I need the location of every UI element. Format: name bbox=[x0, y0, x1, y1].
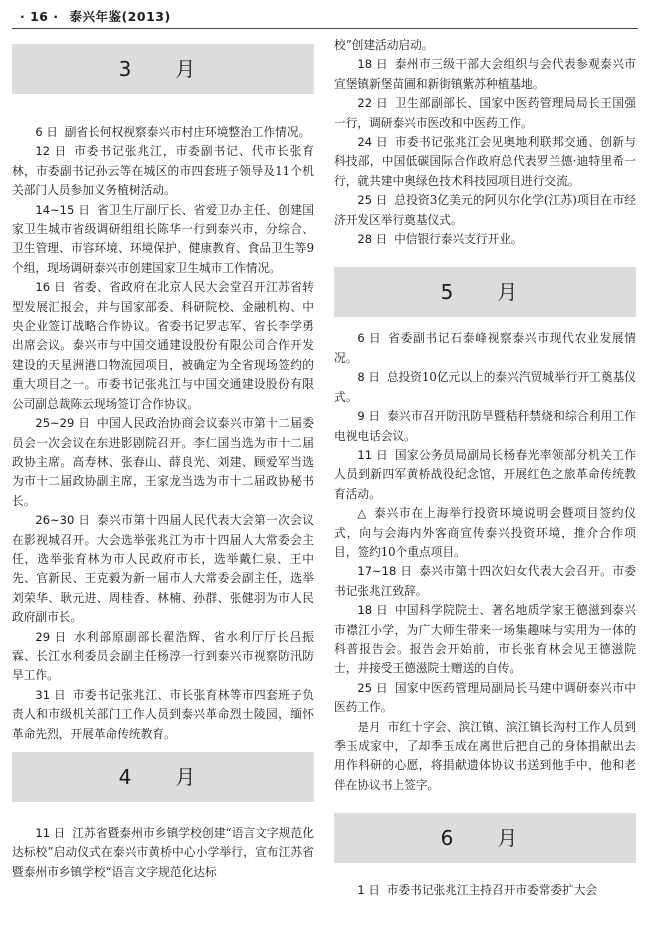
entry-text: 国家中医药管理局副局长马建中调研泰兴市中医药工作。 bbox=[334, 680, 636, 715]
left-column bbox=[12, 32, 314, 882]
chronicle-entry bbox=[334, 446, 636, 504]
chronicle-entry bbox=[334, 504, 636, 562]
chronicle-entry bbox=[334, 601, 636, 679]
march-entries bbox=[12, 123, 314, 744]
april-entries bbox=[12, 824, 314, 882]
entry-text: 省委副书记石泰峰视察泰兴市现代农业发展情况。 bbox=[334, 331, 636, 365]
month-heading-april bbox=[12, 752, 314, 802]
entry-text: 卫生部副部长、国家中医药管理局局长王国强一行，调研泰兴市医改和中医药工作。 bbox=[334, 96, 636, 130]
entry-date: 1 日 bbox=[357, 883, 380, 898]
entry-date: 17~18 日 bbox=[357, 564, 413, 579]
entry-date: 22 日 bbox=[357, 96, 388, 111]
chronicle-entry bbox=[334, 718, 636, 796]
chronicle-entry bbox=[12, 278, 314, 414]
entry-date: 6 日 bbox=[35, 125, 58, 139]
month-title: 5 月 bbox=[440, 280, 530, 305]
entry-date: 31 日 bbox=[35, 687, 66, 702]
chronicle-entry bbox=[12, 142, 314, 200]
month-title: 4 月 bbox=[118, 765, 208, 789]
entry-text: 泰州市三级干部大会组织与会代表参观泰兴市宣堡镇新堡苗圃和新街镇紫苏种植基地。 bbox=[334, 57, 636, 91]
entry-date: 6 日 bbox=[357, 331, 382, 346]
chronicle-entry bbox=[12, 414, 314, 511]
chronicle-entry bbox=[334, 407, 636, 446]
month-heading-june bbox=[334, 813, 636, 863]
entry-text: 总投资3亿美元的阿贝尔化学(江苏)项目在市经济开发区举行奠基仪式。 bbox=[334, 193, 636, 227]
chronicle-entry bbox=[334, 191, 636, 230]
entry-date: 25~29 日 bbox=[35, 416, 91, 431]
chronicle-entry bbox=[12, 511, 314, 627]
chronicle-entry bbox=[334, 562, 636, 601]
entry-text: 省卫生厅副厅长、省爱卫办主任、创建国家卫生城市省级调研组组长陈华一行到泰兴市，分综合、卫生管理、市容环境、环境保护、健康教育、食品卫生等9个组，现场调研泰兴市创建国家卫生城市工作情况。 bbox=[12, 202, 314, 275]
page-header bbox=[0, 0, 650, 30]
entry-text: 总投资10亿元以上的泰兴汽贸城举行开工奠基仪式。 bbox=[334, 370, 636, 404]
entry-date: 9 日 bbox=[357, 409, 381, 424]
entry-text: 市委书记张兆江，市委副书记、代市长张育林，市委副书记孙云等在城区的市四套班子领导及11个机关部门人员参加义务植树活动。 bbox=[12, 144, 314, 198]
entry-text: 副省长何权视察泰兴市村庄环境整治工作情况。 bbox=[64, 125, 311, 139]
entry-text: 中信银行泰兴支行开业。 bbox=[394, 232, 523, 247]
entry-date: 11 日 bbox=[35, 826, 66, 840]
entry-date: 14~15 日 bbox=[35, 202, 91, 217]
chronicle-entry bbox=[334, 94, 636, 133]
continuation-text: 校”创建活动启动。 bbox=[334, 38, 434, 52]
entry-text: 省委、省政府在北京人民大会堂召开江苏省转型发展汇报会，并与国家部委、科研院校、金融机构、中央企业签订战略合作协议。省委书记罗志军、省长李学勇出席会议。泰兴市与中国交通建设股份有限公司合作开发建设的天星洲港口物流园项目，被确定为全省现场签约的重大项目之一。市委书记张兆江与中国交通建设股份有限公司副总裁陈云现场签订合作协议。 bbox=[12, 280, 314, 411]
entry-text: 泰兴市第十四次妇女代表大会召开。市委书记张兆江致辞。 bbox=[334, 564, 636, 598]
page-number: · 16 · bbox=[20, 9, 59, 24]
chronicle-entry bbox=[334, 133, 636, 191]
month-title: 6 月 bbox=[440, 826, 530, 851]
entry-date: 25 日 bbox=[357, 193, 388, 208]
chronicle-entry bbox=[12, 824, 314, 882]
header-rule bbox=[12, 28, 638, 29]
page-header-text bbox=[20, 7, 171, 25]
june-entries bbox=[334, 881, 636, 900]
entry-date: 29 日 bbox=[35, 629, 68, 644]
entry-text: 泰兴市召开防汛防旱暨秸秆禁烧和综合利用工作电视电话会议。 bbox=[334, 409, 636, 443]
chronicle-entry bbox=[334, 368, 636, 407]
entry-date: 16 日 bbox=[35, 280, 66, 295]
april-cont-entries bbox=[334, 55, 636, 249]
entry-date: 28 日 bbox=[357, 232, 388, 247]
entry-text: 泰兴市第十四届人民代表大会第一次会议在影视城召开。大会选举张兆江为市十四届人大常委会主任，选举张育林为市人民政府市长，选举戴仁泉、王中先、官新民、王克毅为新一届市人大常委会副主任，选举刘荣华、耿元进、周桂香、林楠、孙群、张健羽为市人民政府副市长。 bbox=[12, 513, 314, 625]
chronicle-entry bbox=[334, 679, 636, 718]
chronicle-entry bbox=[334, 230, 636, 249]
entry-text: 市委书记张兆江会见奥地利联邦交通、创新与科技部，中国低碳国际合作政府总代表罗兰德·迪特里希一行，就共建中奥绿色技术科技园项目进行交流。 bbox=[334, 135, 636, 188]
entry-date: 25 日 bbox=[357, 680, 388, 695]
chronicle-entry bbox=[334, 329, 636, 368]
month-heading-march bbox=[12, 44, 314, 94]
entry-date: 11 日 bbox=[357, 447, 388, 462]
book-title: 泰兴年鉴(2013) bbox=[69, 9, 171, 24]
chronicle-entry bbox=[12, 123, 314, 142]
entry-text: 国家公务员局副局长杨春光率领部分机关工作人员到新四军黄桥战役纪念馆，开展红色之旅革命传统教育活动。 bbox=[334, 447, 636, 501]
entry-text: 市委书记张兆江、市长张育林等市四套班子负责人和市级机关部门工作人员到泰兴革命烈士陵园，缅怀革命先烈，开展革命传统教育。 bbox=[12, 687, 314, 741]
entry-date: 8 日 bbox=[357, 370, 380, 385]
chronicle-entry bbox=[12, 628, 314, 686]
entry-text: 江苏省暨泰州市乡镇学校创建“语言文字规范化达标校”启动仪式在泰兴市黄桥中心小学举行，宣布江苏省暨泰州市乡镇学校“语言文字规范化达标 bbox=[12, 826, 314, 879]
chronicle-entry bbox=[334, 881, 636, 900]
entry-date: 18 日 bbox=[357, 57, 388, 72]
entry-date: 是月 bbox=[357, 719, 381, 734]
entry-text: 市委书记张兆江主持召开市委常委扩大会 bbox=[386, 883, 598, 898]
entry-text: 中国人民政治协商会议泰兴市第十二届委员会一次会议在东进影剧院召开。李仁国当选为市十二届政协主席。高寿林、张春山、薛良光、刘建、顾爱军当选为市十二届政协副主席，王家龙当选为市十二届政协秘书长。 bbox=[12, 416, 314, 508]
chronicle-entry bbox=[334, 55, 636, 94]
may-entries bbox=[334, 329, 636, 795]
month-heading-may bbox=[334, 267, 636, 317]
right-column bbox=[334, 32, 636, 901]
entry-text: 水利部原副部长翟浩辉、省水利厅厅长吕振霖、长江水利委员会副主任杨淳一行到泰兴市视察防汛防旱工作。 bbox=[12, 629, 314, 683]
entry-date: △ bbox=[357, 506, 368, 521]
entry-date: 18 日 bbox=[357, 603, 388, 618]
entry-text: 中国科学院院士、著名地质学家王德滋到泰兴市襟江小学，为广大师生带来一场集趣味与实用为一体的科普报告会。报告会开始前，市长张育林会见王德滋院士，并接受王德滋院士赠送的自传。 bbox=[334, 603, 636, 676]
entry-text: 泰兴市在上海举行投资环境说明会暨项目签约仪式，向与会海内外客商宣传泰兴投资环境，推介合作项目，签约10个重点项目。 bbox=[334, 506, 636, 559]
chronicle-entry bbox=[12, 686, 314, 744]
entry-text: 市红十字会、滨江镇、滨江镇长沟村工作人员到季玉成家中，了却季玉成在离世后把自己的身体捐献出去用作科研的心愿，将捐献遗体协议书送到他手中，他和老伴在协议书上签字。 bbox=[334, 719, 636, 792]
entry-date: 24 日 bbox=[357, 135, 388, 150]
month-title: 3 月 bbox=[118, 57, 208, 81]
entry-date: 12 日 bbox=[35, 144, 68, 159]
entry-date: 26~30 日 bbox=[35, 513, 91, 528]
chronicle-entry bbox=[12, 201, 314, 279]
